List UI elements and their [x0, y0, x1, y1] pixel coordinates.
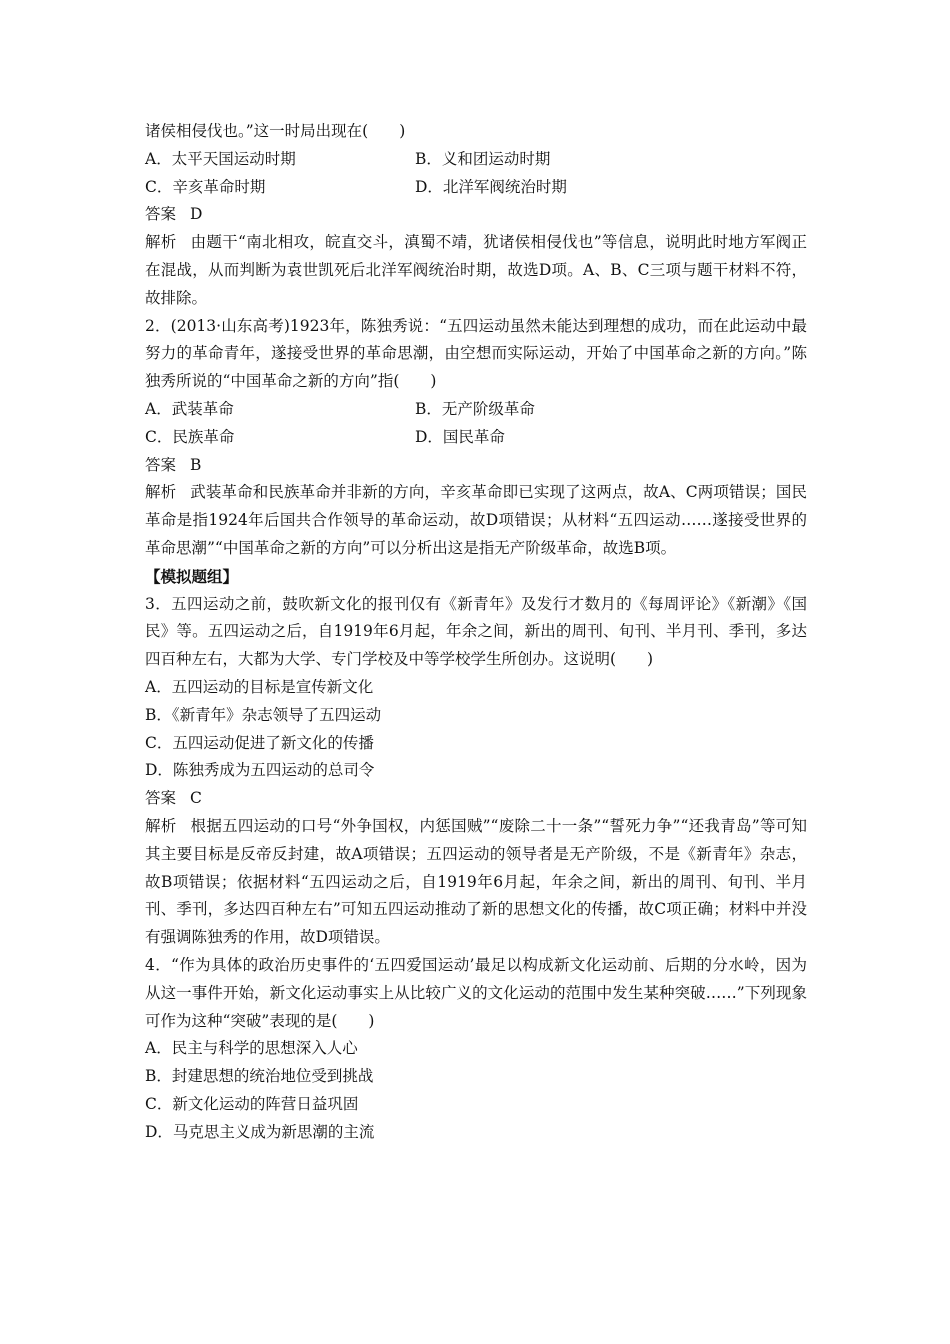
q2-answer-value: B — [190, 455, 202, 474]
q2-option-a: A．武装革命 — [145, 399, 234, 418]
q2-option-d: D．国民革命 — [415, 427, 505, 446]
q1-options-row-2 — [145, 174, 807, 202]
q2-option-b: B．无产阶级革命 — [415, 399, 535, 418]
q2-options-row-1 — [145, 396, 807, 424]
q4-option-c: C．新文化运动的阵营日益巩固 — [145, 1094, 359, 1113]
q4-stem: 4．“作为具体的政治历史事件的‘五四爱国运动’最足以构成新文化运动前、后期的分水岭，因为从这一事件开始，新文化运动事实上从比较广义的文化运动的范围中发生某种突破……”下列现象可作为这种“突破”表现的是( ) — [145, 955, 807, 1030]
q3-option-c: C．五四运动促进了新文化的传播 — [145, 733, 374, 752]
q3-analysis — [145, 813, 807, 952]
q1-answer-value: D — [190, 205, 203, 224]
q2-option-c: C．民族革命 — [145, 427, 235, 446]
q3-stem: 3．五四运动之前，鼓吹新文化的报刊仅有《新青年》及发行才数月的《每周评论》《新潮》《国民》等。五四运动之后，自1919年6月起，年余之间，新出的周刊、旬刊、半月刊、季刊，多达四百种左右，大都为大学、专门学校及中等学校学生所创办。这说明( ) — [145, 594, 807, 669]
q1-analysis-text: 由题干“南北相攻，皖直交斗，滇蜀不靖，犹诸侯相侵伐也”等信息，说明此时地方军阀正在混战，从而判断为袁世凯死后北洋军阀统治时期，故选D项。A、B、C三项与题干材料不符，故排除。 — [145, 233, 807, 307]
q3-answer-value: C — [190, 789, 202, 808]
q2-analysis-label: 解析 — [145, 483, 177, 502]
q2-analysis — [145, 479, 807, 562]
q1-option-a: A．太平天国运动时期 — [145, 149, 296, 168]
q1-option-c: C．辛亥革命时期 — [145, 177, 266, 196]
q1-answer-label: 答案 — [145, 205, 177, 224]
q3-option-d: D．陈独秀成为五四运动的总司令 — [145, 761, 375, 780]
q3-option-b: B．《新青年》杂志领导了五四运动 — [145, 705, 382, 724]
q1-analysis-label: 解析 — [145, 233, 177, 252]
q4-option-b: B．封建思想的统治地位受到挑战 — [145, 1067, 374, 1086]
q2-analysis-text: 武装革命和民族革命并非新的方向，辛亥革命即已实现了这两点，故A、C两项错误；国民革命是指1924年后国共合作领导的革命运动，故D项错误；从材料“五四运动……遂接受世界的革命思潮”“中国革命之新的方向”可以分析出这是指无产阶级革命，故选B项。 — [145, 483, 807, 557]
q3-answer-label: 答案 — [145, 789, 177, 808]
q1-option-b: B．义和团运动时期 — [415, 149, 551, 168]
q4-option-a: A．民主与科学的思想深入人心 — [145, 1039, 358, 1058]
q4-option-d: D．马克思主义成为新思潮的主流 — [145, 1122, 375, 1141]
q1-analysis — [145, 229, 807, 312]
section-title: 【模拟题组】 — [145, 566, 239, 586]
q3-analysis-label: 解析 — [145, 816, 177, 835]
q1-options-row-1 — [145, 146, 807, 174]
q2-answer-label: 答案 — [145, 455, 177, 474]
q3-analysis-text: 根据五四运动的口号“外争国权，内惩国贼”“废除二十一条”“誓死力争”“还我青岛”等可知其主要目标是反帝反封建，故A项错误；五四运动的领导者是无产阶级，不是《新青年》杂志，故B项错误；依据材料“五四运动之后，自1919年6月起，年余之间，新出的周刊、旬刊、半月刊、季刊，多达四百种左右”可知五四运动推动了新的思想文化的传播，故C项正确；材料中并没有强调陈独秀的作用，故D项错误。 — [145, 816, 807, 947]
q3-answer — [145, 785, 807, 813]
q1-stem-tail: 诸侯相侵伐也。”这一时局出现在( ) — [145, 122, 406, 140]
q1-option-d: D．北洋军阀统治时期 — [415, 177, 567, 196]
q1-answer — [145, 201, 807, 229]
document-page — [145, 118, 807, 1146]
q2-stem: 2．(2013·山东高考)1923年，陈独秀说：“五四运动虽然未能达到理想的成功，而在此运动中最努力的革命青年，遂接受世界的革命思潮，由空想而实际运动，开始了中国革命之新的方向。”陈独秀所说的“中国革命之新的方向”指( ) — [145, 316, 807, 391]
q2-answer — [145, 452, 807, 480]
q2-options-row-2 — [145, 424, 807, 452]
q3-option-a: A．五四运动的目标是宣传新文化 — [145, 677, 374, 696]
